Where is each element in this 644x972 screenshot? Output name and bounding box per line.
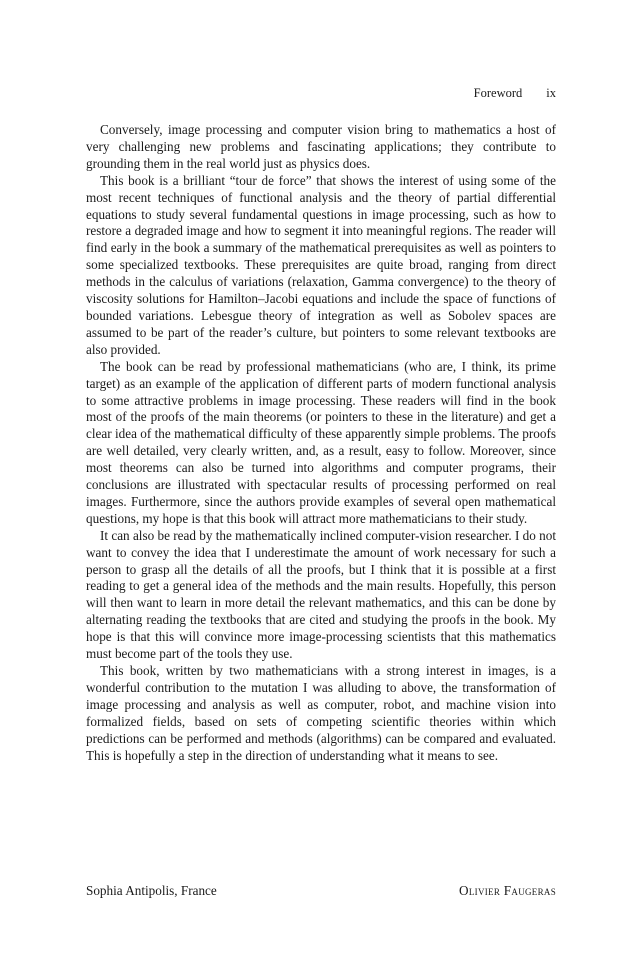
signature-author: Olivier Faugeras — [459, 883, 556, 898]
signature — [86, 883, 556, 901]
paragraph: Conversely, image processing and computer vision bring to mathematics a host of very challenging new problems and fascinating applications; they contribute to grounding them in the real world just as physics does. — [86, 122, 556, 171]
running-head — [86, 86, 556, 102]
paragraph: This book, written by two mathematicians with a strong interest in images, is a wonderful contribution to the mutation I was alluding to above, the transformation of image processing and analysis as well as computer, robot, and machine vision into formalized fields, based on sets of competing scientific theories within which predictions can be performed and methods (algorithms) can be compared and evaluated. This is hopefully a step in the direction of understanding what it means to see. — [86, 663, 556, 763]
running-head-section: Foreword — [473, 86, 523, 100]
paragraph: The book can be read by professional mathematicians (who are, I think, its prime target) as an example of the application of different parts of modern functional analysis to some attractive problems in image processing. These readers will find in the book most of the proofs of the main theorems (or pointers to these in the literature) and get a clear idea of the mathematical difficulty of these apparently simple problems. The proofs are well detailed, very clearly written, and, as a result, easy to follow. Moreover, since most theorems can also be turned into algorithms and computer programs, their conclusions are illustrated with spectacular results of processing performed on real images. Furthermore, since the authors provide examples of several open mathematical questions, my hope is that this book will attract more mathematicians to their study. — [86, 358, 556, 526]
signature-place: Sophia Antipolis, France — [86, 883, 217, 898]
paragraph: It can also be read by the mathematically inclined computer-vision researcher. I do not want to convey the idea that I underestimate the amount of work necessary for such a person to grasp all the details of all the proofs, but I think that it is possible at a first reading to get a general idea of the methods and the main results. Hopefully, this person will then want to learn in more detail the relevant mathematics, and this can be done by alternating reading the textbooks that are cited and studying the proofs in the book. My hope is that this will convince more image-processing scientists that this mathematics must become part of the tools they use. — [86, 527, 556, 662]
page-number: ix — [546, 86, 556, 100]
paragraph: This book is a brilliant “tour de force” that shows the interest of using some of the most recent techniques of functional analysis and the theory of partial differential equations to study several fundamental questions in image processing, such as how to restore a degraded image and how to segment it into meaningful regions. The reader will find early in the book a summary of the mathematical prerequisites as well as pointers to some specialized textbooks. These prerequisites are quite broad, ranging from direct methods in the calculus of variations (relaxation, Gamma convergence) to the theory of viscosity solutions for Hamilton–Jacobi equations and include the space of functions of bounded variations. Lebesgue theory of integration as well as Sobolev spaces are assumed to be part of the reader’s culture, but pointers to some relevant textbooks are also provided. — [86, 172, 556, 357]
foreword-body — [86, 122, 556, 764]
